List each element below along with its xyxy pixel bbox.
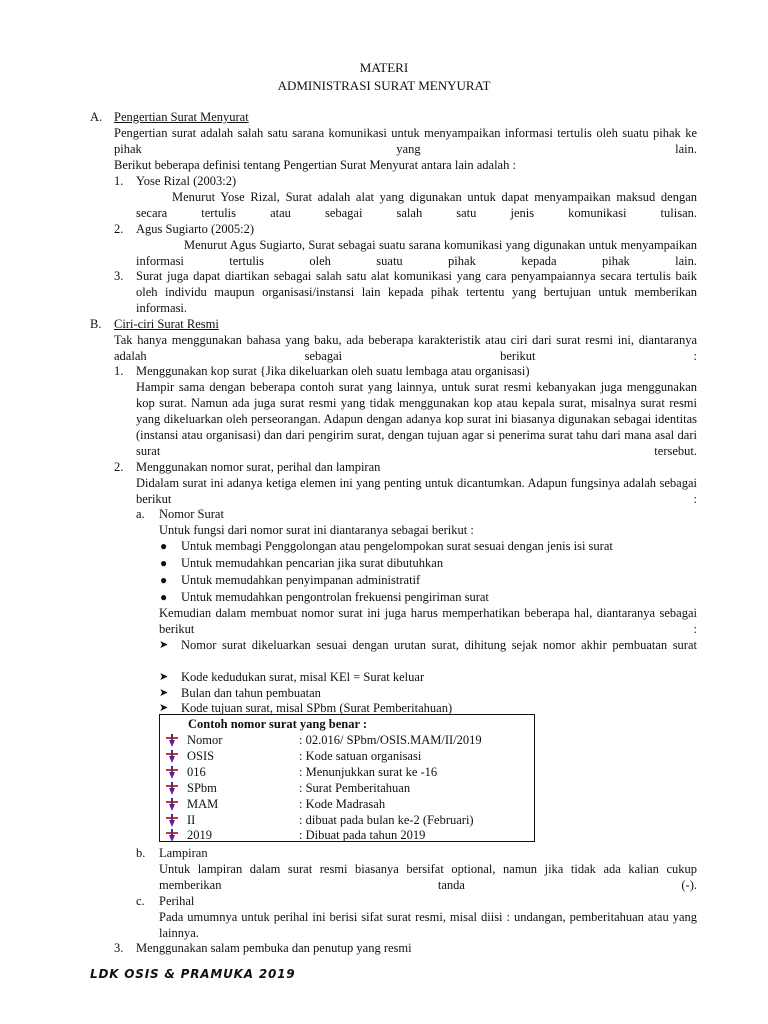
example-value: : Kode Madrasah xyxy=(299,797,386,811)
example-value: : Menunjukkan surat ke -16 xyxy=(299,765,438,779)
sub-b-text: Untuk lampiran dalam surat resmi biasanya bersifat optional, namun jika tidak ada kalian cukup memberikan tanda (-). xyxy=(159,862,697,892)
pin-icon xyxy=(165,734,179,748)
pin-icon xyxy=(165,829,179,843)
arrow-bullet-icon: ➤ xyxy=(159,639,169,651)
example-key: Nomor xyxy=(187,733,223,747)
section-b-intro: Tak hanya menggunakan bahasa yang baku, ada beberapa karakteristik atau ciri dari surat resmi ini, diantaranya adalah sebagai berikut : xyxy=(114,333,697,363)
section-a-letter: A. xyxy=(90,110,103,124)
section-b-item2-label: Menggunakan nomor surat, perihal dan lampiran xyxy=(136,460,381,474)
sub-b-label: Lampiran xyxy=(159,846,208,860)
sub-b-letter: b. xyxy=(136,846,146,860)
bullet-item: Untuk memudahkan penyimpanan administratif xyxy=(181,573,421,587)
example-heading: Contoh nomor surat yang benar : xyxy=(188,717,368,731)
pin-icon xyxy=(165,814,179,828)
sub-a-lead: Untuk fungsi dari nomor surat ini diantaranya sebagai berikut : xyxy=(159,523,474,537)
example-key: 2019 xyxy=(187,828,212,842)
page-footer: LDK OSIS & PRAMUKA 2019 xyxy=(90,967,296,981)
pin-icon xyxy=(165,782,179,796)
example-key: OSIS xyxy=(187,749,215,763)
arrow-item: Nomor surat dikeluarkan sesuai dengan urutan surat, dihitung sejak nomor akhir pembuatan surat xyxy=(181,638,697,652)
bullet-dot-icon: ● xyxy=(160,556,168,570)
section-b-letter: B. xyxy=(90,317,102,331)
section-b-item3-num: 3. xyxy=(114,941,124,955)
example-value: : 02.016/ SPbm/OSIS.MAM/II/2019 xyxy=(299,733,482,747)
sub-c-label: Perihal xyxy=(159,894,195,908)
example-value: : dibuat pada bulan ke-2 (Februari) xyxy=(299,813,474,827)
section-b-item2-num: 2. xyxy=(114,460,124,474)
bullet-dot-icon: ● xyxy=(160,539,168,553)
section-a-item3-text: Surat juga dapat diartikan sebagai salah satu alat komunikasi yang cara penyampaiannya secara tertulis baik oleh individu maupun organisasi/instansi lain kepada pihak tertentu yang bertujuan untuk memberikan informasi. xyxy=(136,269,697,315)
bullet-item: Untuk membagi Penggolongan atau pengelompokan surat sesuai dengan jenis isi surat xyxy=(181,539,613,553)
section-b-item3-label: Menggunakan salam pembuka dan penutup yang resmi xyxy=(136,941,412,955)
bullet-item: Untuk memudahkan pengontrolan frekuensi pengiriman surat xyxy=(181,590,489,604)
doc-title-line2: ADMINISTRASI SURAT MENYURAT xyxy=(277,78,491,93)
pin-icon xyxy=(165,750,179,764)
example-value: : Surat Pemberitahuan xyxy=(299,781,411,795)
sub-a-label: Nomor Surat xyxy=(159,507,224,521)
sub-a-lead2: Kemudian dalam membuat nomor surat ini juga harus memperhatikan beberapa hal, diantaranya sebagai berikut : xyxy=(159,606,697,636)
section-a-item2-label: Agus Sugiarto (2005:2) xyxy=(136,222,255,236)
example-key: SPbm xyxy=(187,781,217,795)
pin-icon xyxy=(165,766,179,780)
sub-c-letter: c. xyxy=(136,894,145,908)
section-b-item1-text: Hampir sama dengan beberapa contoh surat yang lainnya, untuk surat resmi kebanyakan juga menggunakan kop surat. Namun ada juga surat resmi yang tidak menggunakan kop atau kepala surat, misalnya surat resmi yang dikeluarkan oleh perseorangan. Adapun dengan adanya kop surat ini biasanya digunakan sebagai identitas (instansi atau organisasi) dan dari pengirim surat, dengan tujuan agar si penerima surat tahu dari mana asal dari surat tersebut. xyxy=(136,380,697,458)
section-a-item2-num: 2. xyxy=(114,222,124,236)
bullet-dot-icon: ● xyxy=(160,573,168,587)
pin-icon xyxy=(165,798,179,812)
section-a-heading: Pengertian Surat Menyurat xyxy=(114,110,249,124)
section-a-intro: Pengertian surat adalah salah satu sarana komunikasi untuk menyampaikan informasi tertulis oleh suatu pihak ke pihak yang lain. xyxy=(114,126,697,156)
section-a-item1-text: Menurut Yose Rizal, Surat adalah alat yang digunakan untuk dapat menyampaikan maksud dengan secara tertulis atau sebagai salah satu jenis komunikasi tulisan. xyxy=(136,190,697,220)
example-key: MAM xyxy=(187,797,219,811)
section-b-item1-label: Menggunakan kop surat {Jika dikeluarkan oleh suatu lembaga atau organisasi) xyxy=(136,364,530,378)
bullet-item: Untuk memudahkan pencarian jika surat dibutuhkan xyxy=(181,556,444,570)
doc-title-line1: MATERI xyxy=(359,60,409,75)
example-value: : Kode satuan organisasi xyxy=(299,749,422,763)
section-a-item1-num: 1. xyxy=(114,174,124,188)
section-a-item1-label: Yose Rizal (2003:2) xyxy=(136,174,237,188)
section-a-item3-num: 3. xyxy=(114,269,124,283)
section-b-heading: Ciri-ciri Surat Resmi xyxy=(114,317,219,331)
arrow-item: Kode tujuan surat, misal SPbm (Surat Pemberitahuan) xyxy=(181,701,453,715)
example-key: 016 xyxy=(187,765,206,779)
sub-c-text: Pada umumnya untuk perihal ini berisi sifat surat resmi, misal diisi : undangan, pemberitahuan atau yang lainnya. xyxy=(159,910,697,940)
section-b-item2-text: Didalam surat ini adanya ketiga elemen ini yang penting untuk dicantumkan. Adapun fungsinya adalah sebagai berikut : xyxy=(136,476,697,506)
arrow-bullet-icon: ➤ xyxy=(159,671,169,683)
arrow-item: Kode kedudukan surat, misal KEl = Surat keluar xyxy=(181,670,425,684)
example-value: : Dibuat pada tahun 2019 xyxy=(299,828,426,842)
arrow-bullet-icon: ➤ xyxy=(159,702,169,714)
arrow-item: Bulan dan tahun pembuatan xyxy=(181,686,321,700)
example-key: II xyxy=(187,813,196,827)
section-a-item2-text: Menurut Agus Sugiarto, Surat sebagai suatu sarana komunikasi yang digunakan untuk menyampaikan informasi tertulis oleh suatu pihak kepada pihak lain. xyxy=(136,238,697,268)
arrow-bullet-icon: ➤ xyxy=(159,687,169,699)
bullet-dot-icon: ● xyxy=(160,590,168,604)
section-b-item1-num: 1. xyxy=(114,364,124,378)
section-a-lead: Berikut beberapa definisi tentang Pengertian Surat Menyurat antara lain adalah : xyxy=(114,158,516,172)
sub-a-letter: a. xyxy=(136,507,145,521)
example-box xyxy=(159,714,535,842)
